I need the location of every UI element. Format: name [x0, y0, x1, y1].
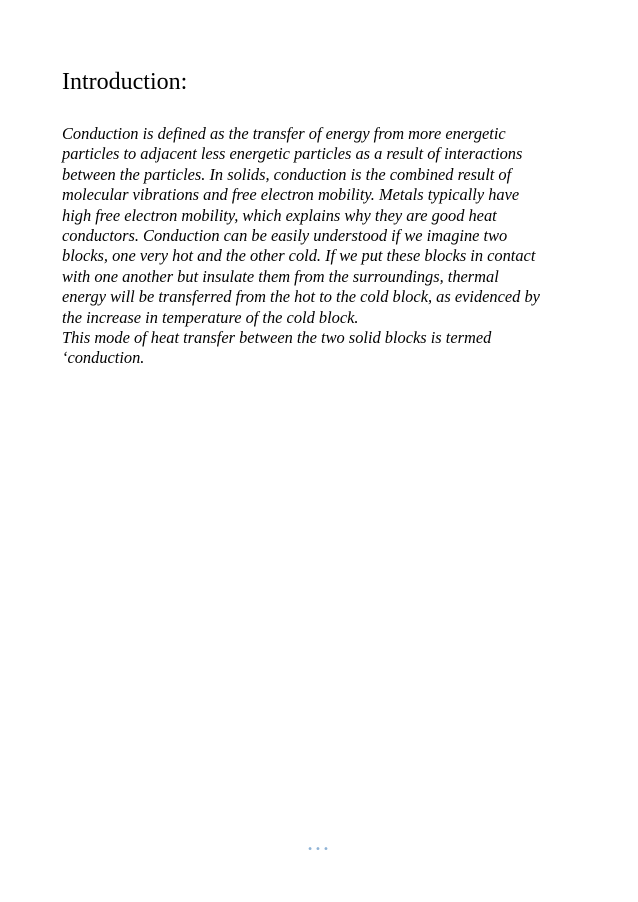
paragraph-line: energy will be transferred from the hot to the cold block, as evidenced by: [62, 287, 540, 307]
paragraph-line: the increase in temperature of the cold block.: [62, 307, 359, 327]
paragraph-line: blocks, one very hot and the other cold. If we put these blocks in contact: [62, 246, 536, 266]
footer-dots-mark: •••: [307, 844, 331, 855]
paragraph-line: Conduction is defined as the transfer of energy from more energetic: [62, 124, 506, 143]
paragraph-line: particles to adjacent less energetic particles as a result of interactions: [62, 144, 523, 164]
body-paragraph: [62, 124, 582, 369]
paragraph-line: This mode of heat transfer between the two solid blocks is termed: [62, 328, 492, 348]
paragraph-line: with one another but insulate them from the surroundings, thermal: [62, 266, 499, 286]
paragraph-line: conductors. Conduction can be easily understood if we imagine two: [62, 226, 508, 246]
paragraph-line: between the particles. In solids, conduction is the combined result of: [62, 164, 512, 184]
paragraph-line: high free electron mobility, which explains why they are good heat: [62, 205, 497, 225]
paragraph-line: molecular vibrations and free electron mobility. Metals typically have: [62, 185, 520, 205]
paragraph-line: ‘conduction.: [62, 348, 145, 368]
section-heading: Introduction:: [62, 69, 188, 95]
